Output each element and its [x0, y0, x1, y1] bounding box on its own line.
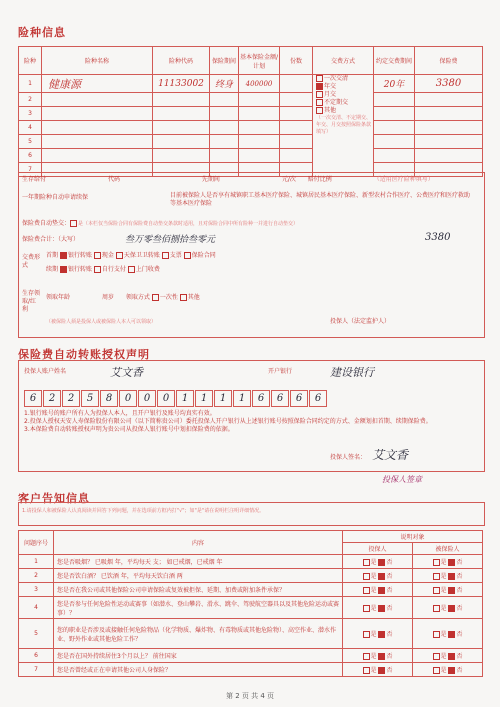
pay-method: 月交	[324, 91, 337, 98]
col-header: 险种名称	[42, 47, 153, 75]
row-number: 3	[19, 107, 42, 121]
question-text: 您的职业是否涉及或接触任何危险物品（化学物质、爆炸物、有毒物质或其他危险物）、高空作业、潜水作业、野外作业或其他危险工作？	[54, 619, 343, 649]
product-code: 11133002	[153, 75, 210, 93]
col-header: 险种代码	[153, 47, 210, 75]
notice-intro: 1.请投保人和被保险人认真阅读并回答下列问题，并在选项前方框内打"√"；如"是"请在说明栏注明详细情况。	[22, 508, 265, 514]
col-header: 被保险人	[413, 543, 483, 555]
section-title-coverage: 险种信息	[18, 26, 66, 39]
row-number: 4	[19, 121, 42, 135]
row-number: 6	[19, 149, 42, 163]
row-number: 7	[19, 163, 42, 177]
first-pay-row: 首期 银行转账 现金 天保卫卫转账 支票 保险合同	[46, 252, 216, 259]
row-number: 5	[19, 619, 54, 649]
bank-name: 建设银行	[330, 366, 374, 379]
question-text: 您是否吸烟？ 已吸烟 年，平均每天 支； 如已戒烟，已戒烟 年	[54, 555, 343, 569]
question-text: 您是否参与任何危险性运动或赛事（如潜水、登山攀岩、滑水、跳伞、驾驶航空器具以及其他危险运动或赛事）？	[54, 597, 343, 619]
autopay-notes: 1.银行账号的账户所有人为投保人本人，且开户银行及账号均真实有效。 2.投保人授权天安人寿保险股份有限公司（以下简称贵公司）委托投保人开户银行从上述银行账号按照保险合同约定的方式、金额划扣首期、续期保险费。 3.本保险费自动转账授权声明为贵公司从投保人银行账号中划扣保险费的依据。	[24, 410, 432, 433]
row-number: 5	[19, 135, 42, 149]
checkbox	[60, 266, 67, 273]
question-text: 您是否在我公司或其他保险公司申请保险或复效被拒保、延期、加费或附加条件承保？	[54, 583, 343, 597]
col-header: 险种	[19, 47, 42, 75]
pay-form-label: 交费形式	[22, 254, 41, 269]
col-header: 保险期间	[210, 47, 239, 75]
auto-renew-label: 一年期险种自动申请续保	[22, 194, 89, 201]
col-header: 说明对象	[343, 531, 483, 543]
pay-method: 年交	[324, 83, 337, 90]
total-number: 3380	[425, 232, 451, 243]
owner-label: 投保人账户姓名	[24, 368, 67, 375]
survival-note: （被保险人须是投保人或被保险人本人可以领取）	[46, 319, 157, 325]
pay-method: 其他	[324, 107, 337, 114]
sum-insured: 400000	[239, 75, 280, 93]
medical-insurance-note: 目前被保险人是否享有城镇职工基本医疗保险、城镇居民基本医疗保险、新型农村合作医疗、公费医疗和医疗救助等基本医疗保险	[170, 192, 471, 207]
row-number: 1	[19, 75, 42, 93]
signature: 艾文香	[372, 448, 409, 462]
row-number: 4	[19, 597, 54, 619]
page-footer: 第 2 页 共 4 页	[225, 692, 275, 700]
insured-sign-label: 投保人（法定监护人）	[330, 318, 391, 325]
total-in-words: 叁万零叁佰捌拾叁零元	[125, 235, 216, 245]
row-number: 3	[19, 583, 54, 597]
section-title-autopay: 保险费自动转账授权声明	[18, 348, 150, 361]
notice-table: 问题序号 内容 说明对象 投保人 被保险人 1 您是否吸烟？ 已吸烟 年，平均每天 支； 如已戒烟，已戒烟 年 是 否 是 否 2 您是否饮白酒？ 已饮酒 年，平均每天饮白酒 两 是 否 是 否 3 您是否在我公司或其他保险公司申请保险或复效被拒保、延期、加费或附加条件承保？ 是 否 是 否 4 您是否参与任何危险性运动或赛事（如潜水、登山攀岩、滑水、跳伞、驾驶航空器具以及其他危险运动或赛事）？ 是 否 是 否 5 您的职业是否涉及或接触任何危险物品（化学物质、爆炸物、有毒物质或其他危险物）、高空作业、潜水作业、野外作业或其他危险工作？ 是 否 是 否 6 您是否在国外持续居住3个月以上？ 前往国家 是 否 是 否 7 您是否曾经或正在申请其他公司人身保险？ 是 否 是 否	[18, 530, 483, 677]
survival-label: 生存领取/红利	[22, 290, 41, 313]
pay-years: 20年	[374, 75, 415, 93]
row-number: 1	[19, 555, 54, 569]
stamp-signature: 投保人签章	[382, 475, 422, 484]
col-header: 保险费	[415, 47, 483, 75]
sign-label: 投保人签名：	[330, 454, 367, 461]
pay-method: 一次交清	[324, 75, 349, 82]
pay-method: 不定期交	[324, 99, 349, 106]
premium: 3380	[415, 75, 483, 93]
owner-name: 艾文香	[110, 366, 143, 379]
auto-pay-label: 保险费自动垫交： 是（本栏仅当保险合同有保险费自动垫交条款时适用，且对保险合同中所有险种一并进行自动垫交）	[22, 220, 299, 227]
medical-row: 生存给付 代码 先期间 元/次 赔付比例 （适用医疗险种填写）	[22, 176, 434, 183]
row-number: 2	[19, 569, 54, 583]
total-label: 保险费合计：（大写）	[22, 236, 80, 243]
question-text: 您是否曾经或正在申请其他公司人身保险？	[54, 663, 343, 677]
col-header: 问题序号	[19, 531, 54, 555]
section-title-notice: 客户告知信息	[18, 492, 90, 505]
bank-label: 开户银行	[268, 368, 293, 375]
col-header: 基本保险金额/计划	[239, 47, 280, 75]
question-text: 您是否饮白酒？ 已饮酒 年，平均每天饮白酒 两	[54, 569, 343, 583]
account-number: 6 2 2 5 8 0 0 0 1 1 1 1 6 6 6 6	[24, 386, 328, 407]
col-header: 交费方式	[313, 47, 374, 75]
col-header: 投保人	[343, 543, 413, 555]
renew-pay-row: 续期 银行转账 自行支付 上门收费	[46, 266, 160, 273]
coverage-period: 终身	[210, 75, 239, 93]
survival-row: 领取年龄 周岁 领取方式 一次性 其他	[46, 294, 200, 301]
coverage-table	[18, 46, 483, 177]
product-name: 健康源	[42, 75, 153, 93]
col-header: 份数	[280, 47, 313, 75]
row-number: 2	[19, 93, 42, 107]
question-text: 您是否在国外持续居住3个月以上？ 前往国家	[54, 649, 343, 663]
row-number: 6	[19, 649, 54, 663]
col-header: 内容	[54, 531, 343, 555]
checkbox	[60, 252, 67, 259]
col-header: 约定交费期间	[374, 47, 415, 75]
row-number: 7	[19, 663, 54, 677]
pay-method-note: （一次交清、不定期交、年交、月交按照保险条款填写）	[316, 115, 372, 135]
